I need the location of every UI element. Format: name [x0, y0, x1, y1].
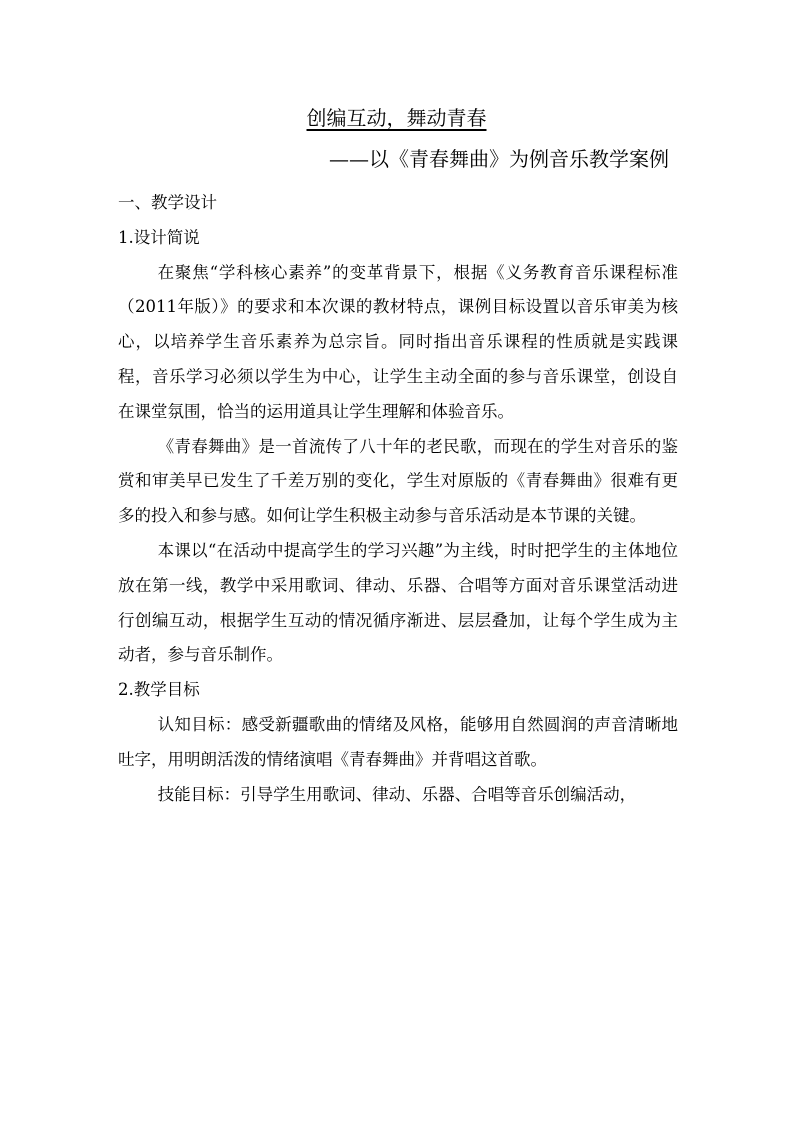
paragraph-core-literacy: 在聚焦“学科核心素养”的变革背景下，根据《义务教育音乐课程标准（2011年版）》的要求和本次课的教材特点，课例目标设置以音乐审美为核心，以培养学生音乐素养为总宗旨。同时指出音乐课程的性质就是实践课程，音乐学习必须以学生为中心，让学生主动全面的参与音乐课堂，创设自在课堂氛围，恰当的运用道具让学生理解和体验音乐。 — [118, 262, 678, 421]
document-title: 创编互动，舞动青春 — [306, 106, 487, 130]
paragraph-skill-goal: 技能目标：引导学生用歌词、律动、乐器、合唱等音乐创编活动， — [157, 784, 637, 804]
subsection-heading-teaching-goals: 2.教学目标 — [118, 680, 200, 700]
paragraph-lesson-mainline: 本课以“在活动中提高学生的学习兴趣”为主线，时时把学生的主体地位放在第一线，教学中采用歌词、律动、乐器、合唱等方面对音乐课堂活动进行创编互动，根据学生互动的情况循序渐进、层层叠加，让每个学生成为主动者，参与音乐制作。 — [118, 540, 678, 665]
document-subtitle: ——以《青春舞曲》为例音乐教学案例 — [329, 147, 669, 171]
section-heading-teaching-design: 一、教学设计 — [118, 193, 217, 212]
document-body — [118, 186, 678, 812]
subsection-heading-design-overview: 1.设计简说 — [118, 227, 200, 247]
paragraph-cognitive-goal: 认知目标：感受新疆歌曲的情绪及风格，能够用自然圆润的声音清晰地吐字，用明朗活泼的情绪演唱《青春舞曲》并背唱这首歌。 — [118, 714, 678, 769]
paragraph-song-background: 《青春舞曲》是一首流传了八十年的老民歌，而现在的学生对音乐的鉴赏和审美早已发生了千差万别的变化，学生对原版的《青春舞曲》很难有更多的投入和参与感。如何让学生积极主动参与音乐活动是本节课的关键。 — [118, 436, 678, 526]
